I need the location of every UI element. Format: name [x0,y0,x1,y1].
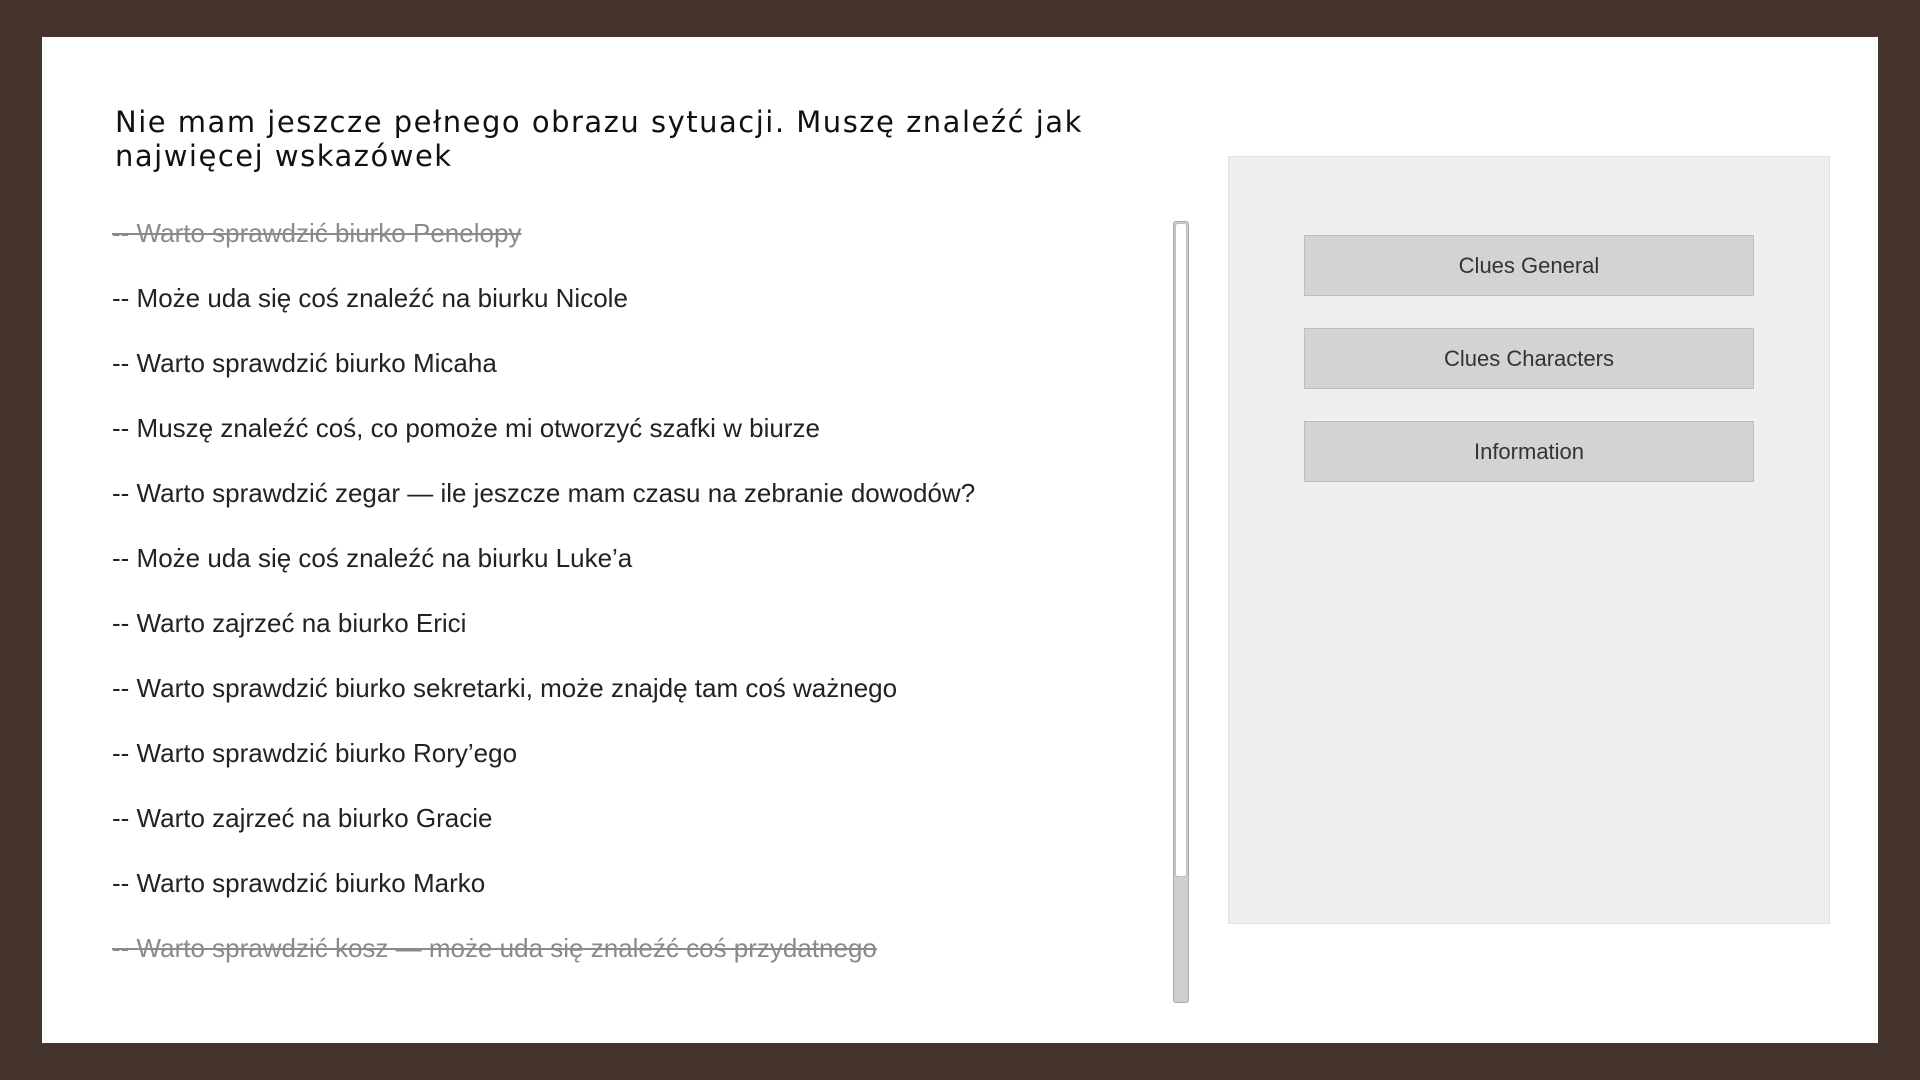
clue-item: -- Warto sprawdzić biurko Marko [112,868,486,898]
clue-item: -- Warto zajrzeć na biurko Gracie [112,803,493,833]
objective-heading: Nie mam jeszcze pełnego obrazu sytuacji. Muszę znaleźć jak najwięcej wskazówek [115,105,1083,173]
clue-item: -- Warto zajrzeć na biurko Erici [112,608,467,638]
scrollbar-thumb[interactable] [1175,223,1187,877]
clue-list-viewport[interactable] [112,218,1192,1001]
clue-item: -- Warto sprawdzić kosz — może uda się znaleźć coś przydatnego [112,933,877,963]
information-button[interactable]: Information [1304,421,1754,482]
clues-general-button[interactable]: Clues General [1304,235,1754,296]
clue-item: -- Warto sprawdzić biurko Micaha [112,348,497,378]
clue-list-scrollbar[interactable] [1173,221,1189,1003]
clue-item: -- Muszę znaleźć coś, co pomoże mi otworzyć szafki w biurze [112,413,820,443]
clue-item: -- Warto sprawdzić biurko sekretarki, może znajdę tam coś ważnego [112,673,898,703]
clue-item: -- Może uda się coś znaleźć na biurku Nicole [112,283,628,313]
clue-item: -- Warto sprawdzić biurko Penelopy [112,218,522,248]
clue-item: -- Może uda się coś znaleźć na biurku Luke’a [112,543,633,573]
clue-item: -- Warto sprawdzić biurko Rory’ego [112,738,518,768]
clue-list [112,218,1192,963]
game-frame [42,37,1878,1043]
clue-item: -- Warto sprawdzić zegar — ile jeszcze mam czasu na zebranie dowodów? [112,478,976,508]
clues-characters-button[interactable]: Clues Characters [1304,328,1754,389]
side-panel [1228,156,1830,924]
